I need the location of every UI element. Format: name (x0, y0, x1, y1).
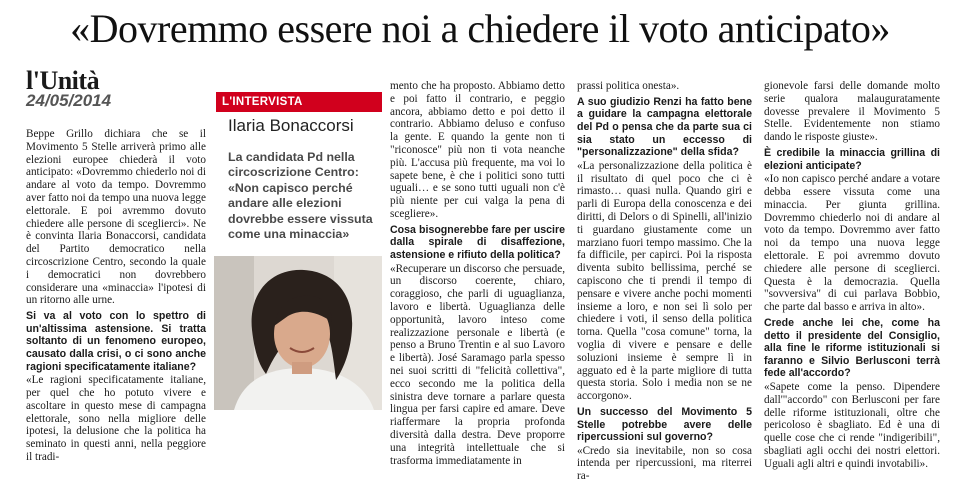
masthead (26, 66, 112, 110)
portrait-illustration (214, 256, 382, 410)
article-paragraph: «Recuperare un discorso che persuade, un discorso coerente, chiaro, coraggioso, che parli di uguaglianza, lavoro e libertà. Uguaglianza delle opportunità, lavoro inteso come realizzazione personale e libertà (e penso a Bruno Trentin e al suo Lavoro e libertà). José Saramago parla spesso nei suoi scritti di "felicità collettiva", ecco secondo me la politica della sinistra deve tornare a parlare questa lingua per farsi capire ed amare. Deve riaffermare la propria profonda diversità dalla destra. Deve proporre una integrità intellettuale che si trasforma immediatamente in (390, 262, 565, 467)
byline: Ilaria Bonaccorsi (228, 116, 354, 135)
article-paragraph: prassi politica onesta». (577, 80, 680, 92)
article-paragraph: «Le ragioni specificatamente italiane, per quel che ho potuto vivere e ascoltare in questo mese di campagna elettorale, sono nella migliore delle ipotesi, la delusione che la politica ha seminato in questi anni, nella peggiore il tradi- (26, 374, 206, 463)
article-paragraph: «Io non capisco perché andare a votare debba essere vissuta come una minaccia. Per giunta grillina. Dovremmo chiederlo noi di andare al voto da tempo. Dovremmo aver fatto noi da tempo una nuova legge elettorale. E poi avremmo dovuto chiedere alle persone di sceglierci. Questa è la democrazia. Quella "sovversiva" di cui parlava Bobbio, che parte dal basso e arriva in alto». (764, 173, 940, 314)
section-label: L'INTERVISTA (216, 92, 382, 112)
interview-question: È credibile la minaccia grillina di elezioni anticipate? (764, 146, 940, 172)
article-column-3 (577, 80, 752, 485)
interview-question: Si va al voto con lo spettro di un'altissima astensione. Si tratta soltanto di un fenomeno europeo, causato dalla crisi, o ci sono anche ragioni specificatamente italiane? (26, 310, 206, 373)
article-paragraph: gionevole farsi delle domande molto serie qualora malauguratamente dovesse prevalere il Movimento 5 Stelle. Evidentemente non stiamo dando le risposte giuste». (764, 80, 940, 144)
newspaper-logo: l'Unità (26, 66, 100, 95)
article-paragraph: «Sapete come la penso. Dipendere dall'"accordo" con Berlusconi per fare delle riforme istituzionali, oltre che pericoloso è sbagliato. Ed è una di quelle cose che ci rende "indigeribili", sbagliati agli occhi dei nostri elettori. Uguali agli altri e quindi invotabili». (764, 380, 940, 470)
article-paragraph: mento che ha proposto. Abbiamo detto e poi fatto il contrario, e peggio ancora, abbiamo detto e poi detto il contrario. Abbiamo deluso e confuso la gente. E quando la gente non ti "riconosce" più non ti vota neanche più. L'accusa più frequente, ma voi lo sapete bene, è che i politici sono tutti uguali… e se sono tutti uguali non c'è più niente per cui valga la pena di scegliere». (390, 80, 565, 220)
article-paragraph: «La personalizzazione della politica è il risultato di quel poco che ci è rimasto… quasi nulla. Quando giri e parli di Europa della conoscenza e dei diritti, di Delors o di Spinelli, all'inizio ti guardano giustamente come un marziano fuori tempo massimo. Che la fa difficile, per capirci. Poi la risposta diventa subito bellissima, perché se capiscono che ti prendi il tempo di pensare e vivere anche pochi momenti insieme a loro, e non sei lì solo per chiedere i voti, il senso della politica torna. Quella "cosa comune" torna, la voglia di vivere e pensare e delle soluzioni insieme è sempre lì in agguato ed è la parte migliore di tutta questa storia. Solo i media non se ne accorgono». (577, 159, 752, 403)
lede: La candidata Pd nella circoscrizione Centro: «Non capisco perché andare alle elezioni dovrebbe essere vissuta come una minaccia» (228, 150, 373, 242)
article-column-4 (764, 80, 940, 472)
publication-date: 24/05/2014 (26, 91, 112, 110)
article-paragraph: «Credo sia inevitabile, non so cosa intenda per ripercussioni, ma riterrei ra- (577, 444, 752, 483)
portrait-photo (214, 256, 382, 410)
interview-question: Un successo del Movimento 5 Stelle potrebbe avere delle ripercussioni sul governo? (577, 405, 752, 444)
interview-question: Cosa bisognerebbe fare per uscire dalla spirale di disaffezione, astensione e rifiuto della politica? (390, 223, 565, 261)
headline: «Dovremmo essere noi a chiedere il voto anticipato» (70, 6, 890, 51)
article-column-2 (390, 80, 565, 469)
article-column-1 (26, 128, 206, 466)
interview-question: Crede anche lei che, come ha detto il presidente del Consiglio, alla fine le riforme istituzionali si faranno e Silvio Berlusconi terrà fede all'accordo? (764, 316, 940, 380)
article-paragraph: Beppe Grillo dichiara che se il Movimento 5 Stelle arriverà primo alle elezioni europee chiederà il voto anticipato: «Dovremmo chiederlo noi di andare al voto da tempo. Dovremmo aver fatto noi da tempo una nuova legge elettorale. E poi avremmo dovuto chiedere alle persone di sceglierci». Ne è convinta Ilaria Bonaccorsi, candidata del Partito democratico nella circoscrizione Centro, secondo la quale i democratici non dovrebbero considerare una «minaccia» l'ipotesi di un ritorno alle urne. (26, 128, 206, 307)
interview-question: A suo giudizio Renzi ha fatto bene a guidare la campagna elettorale del Pd o pensa che da parte sua ci sia stato un eccesso di "personalizzazione" della sfida? (577, 95, 752, 159)
